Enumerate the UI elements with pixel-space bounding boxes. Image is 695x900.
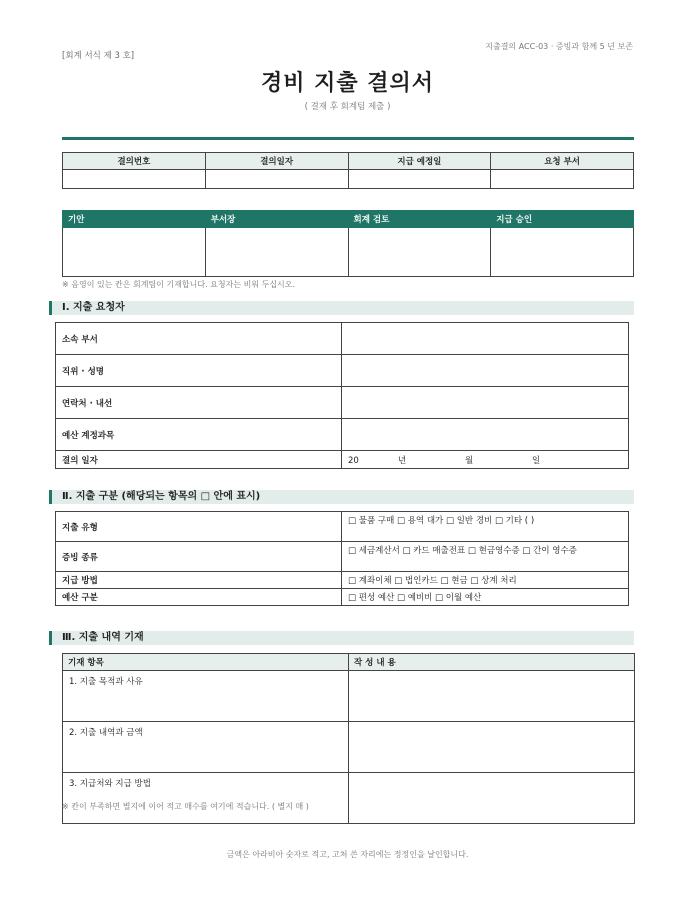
header-requesting-dept: 요청 부서	[491, 153, 634, 170]
label-department: 소속 부서	[56, 323, 342, 355]
document-title: 경비 지출 결의서	[260, 71, 435, 96]
date-year-prefix: 20	[348, 455, 359, 466]
footer-note: 금액은 아라비아 숫자로 적고, 고쳐 쓴 자리에는 정정인을 날인합니다.	[226, 850, 469, 859]
resolution-number-field[interactable]	[63, 170, 206, 189]
approval-header-draft: 기안	[63, 211, 206, 228]
evidence-type-options[interactable]: □ 세금계산서 □ 카드 매출전표 □ 현금영수증 □ 간이 영수증	[342, 542, 629, 572]
expense-category-table	[55, 511, 629, 606]
budget-account-field[interactable]	[342, 419, 629, 451]
form-code: [회계 서식 제 3 호]	[62, 51, 135, 61]
label-payment-method: 지급 방법	[56, 572, 342, 589]
expense-detail-table	[62, 653, 635, 824]
label-resolution-date: 결의 일자	[56, 451, 342, 469]
label-contact: 연락처 · 내선	[56, 387, 342, 419]
header-entry-content: 작 성 내 용	[349, 654, 635, 671]
retention-note: 지출결의 ACC-03 · 증빙과 함께 5 년 보존	[485, 42, 633, 51]
title-rule	[62, 137, 634, 140]
header-resolution-date: 결의일자	[205, 153, 348, 170]
payment-date-field[interactable]	[348, 170, 491, 189]
department-field[interactable]	[342, 323, 629, 355]
approval-header-accounting: 회계 검토	[348, 211, 491, 228]
section-2-header	[49, 490, 634, 504]
label-evidence-type: 증빙 종류	[56, 542, 342, 572]
label-payee-method: 3. 지급처와 지급 방법	[63, 773, 349, 824]
label-purpose: 1. 지출 목적과 사유	[63, 671, 349, 722]
attachment-note: ※ 칸이 부족하면 별지에 이어 적고 매수를 여기에 적습니다. ( 별지 매 )	[62, 802, 309, 811]
approval-header-payment: 지급 승인	[491, 211, 634, 228]
payment-method-options[interactable]: □ 계좌이체 □ 법인카드 □ 현금 □ 상계 처리	[342, 572, 629, 589]
payee-method-field[interactable]	[349, 773, 635, 824]
budget-type-options[interactable]: □ 편성 예산 □ 예비비 □ 이월 예산	[342, 589, 629, 606]
resolution-date-input[interactable]	[342, 451, 629, 469]
detail-amount-field[interactable]	[349, 722, 635, 773]
label-expense-type: 지출 유형	[56, 512, 342, 542]
approval-dept-head-box[interactable]	[205, 228, 348, 277]
label-budget-type: 예산 구분	[56, 589, 342, 606]
contact-field[interactable]	[342, 387, 629, 419]
header-entry-item: 기재 항목	[63, 654, 349, 671]
purpose-field[interactable]	[349, 671, 635, 722]
document-subtitle: ( 결재 후 회계팀 제출 )	[304, 102, 391, 112]
resolution-date-field[interactable]	[205, 170, 348, 189]
section-1-header	[49, 301, 634, 315]
label-budget-account: 예산 계정과목	[56, 419, 342, 451]
expense-type-options[interactable]: □ 물품 구매 □ 용역 대가 □ 일반 경비 □ 기타 ( )	[342, 512, 629, 542]
date-day-label: 일	[532, 455, 541, 466]
header-resolution-number: 결의번호	[63, 153, 206, 170]
approval-accounting-box[interactable]	[348, 228, 491, 277]
resolution-info-table	[62, 152, 634, 189]
approval-header-dept-head: 부서장	[205, 211, 348, 228]
section-1-title: Ⅰ. 지출 요청자	[62, 302, 125, 313]
label-position-name: 직위 · 성명	[56, 355, 342, 387]
requester-table	[55, 322, 629, 469]
label-detail-amount: 2. 지출 내역과 금액	[63, 722, 349, 773]
approval-table	[62, 210, 634, 277]
requesting-dept-field[interactable]	[491, 170, 634, 189]
date-month-label: 월	[465, 455, 474, 466]
approval-note: ※ 음영이 있는 칸은 회계팀이 기재합니다. 요청자는 비워 두십시오.	[62, 280, 296, 289]
approval-draft-box[interactable]	[63, 228, 206, 277]
position-name-field[interactable]	[342, 355, 629, 387]
section-2-title: Ⅱ. 지출 구분 (해당되는 항목의 □ 안에 표시)	[62, 491, 261, 502]
date-year-label: 년	[398, 455, 407, 466]
section-3-title: Ⅲ. 지출 내역 기재	[62, 632, 144, 643]
section-3-header	[49, 631, 634, 645]
approval-payment-box[interactable]	[491, 228, 634, 277]
header-payment-date: 지급 예정일	[348, 153, 491, 170]
